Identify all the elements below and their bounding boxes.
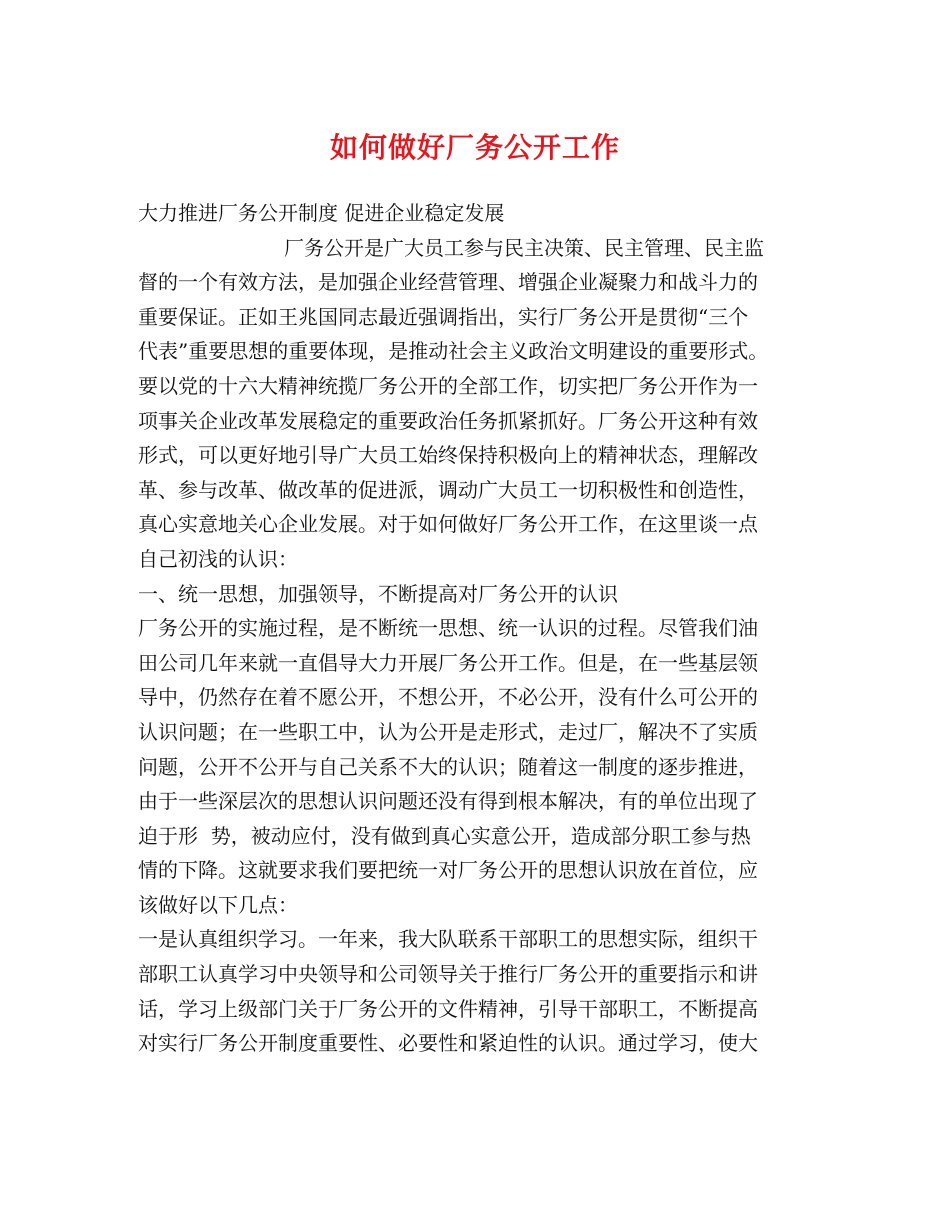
paragraph-line: 认识问题；在一些职工中，认为公开是走形式，走过厂，解决不了实质 <box>138 719 758 744</box>
paragraph-line: 对实行厂务公开制度重要性、必要性和紧迫性的认识。通过学习，使大 <box>138 1031 758 1056</box>
paragraph-line: 情的下降。这就要求我们要把统一对厂务公开的思想认识放在首位，应 <box>138 858 758 883</box>
paragraph-line: 话，学习上级部门关于厂务公开的文件精神，引导干部职工，不断提高 <box>138 996 758 1021</box>
paragraph-line: 自己初浅的认识： <box>138 546 298 571</box>
paragraph-line: 革、参与改革、做改革的促进派，调动广大员工一切积极性和创造性， <box>138 477 758 502</box>
paragraph-line: 一是认真组织学习。一年来，我大队联系干部职工的思想实际，组织干 <box>138 927 758 952</box>
paragraph-line: 代表”重要思想的重要体现，是推动社会主义政治文明建设的重要形式。 <box>138 339 769 364</box>
document-title: 如何做好厂务公开工作 <box>329 131 620 164</box>
paragraph-line: 由于一些深层次的思想认识问题还没有得到根本解决，有的单位出现了 <box>138 789 758 814</box>
paragraph-line: 形式，可以更好地引导广大员工始终保持积极向上的精神状态，理解改 <box>138 443 758 468</box>
paragraph-line: 迫于形 势，被动应付，没有做到真心实意公开，造成部分职工参与热 <box>138 823 751 848</box>
paragraph-line: 厂务公开是广大员工参与民主决策、民主管理、民主监 <box>284 235 764 260</box>
document-body <box>138 196 818 1061</box>
paragraph-line: 导中，仍然存在着不愿公开，不想公开，不必公开，没有什么可公开的 <box>138 685 758 710</box>
paragraph-line: 真心实意地关心企业发展。对于如何做好厂务公开工作，在这里谈一点 <box>138 512 758 537</box>
section-heading: 一、统一思想，加强领导，不断提高对厂务公开的认识 <box>138 581 618 606</box>
paragraph-line: 部职工认真学习中央领导和公司领导关于推行厂务公开的重要指示和讲 <box>138 962 758 987</box>
paragraph-line: 田公司几年来就一直倡导大力开展厂务公开工作。但是，在一些基层领 <box>138 650 758 675</box>
paragraph-line: 督的一个有效方法，是加强企业经营管理、增强企业凝聚力和战斗力的 <box>138 270 758 295</box>
paragraph-line: 项事关企业改革发展稳定的重要政治任务抓紧抓好。厂务公开这种有效 <box>138 408 758 433</box>
paragraph-line: 问题，公开不公开与自己关系不大的认识；随着这一制度的逐步推进， <box>138 754 758 779</box>
paragraph-line: 要以党的十六大精神统揽厂务公开的全部工作，切实把厂务公开作为一 <box>138 373 758 398</box>
subtitle-line: 大力推进厂务公开制度 促进企业稳定发展 <box>138 201 505 225</box>
paragraph-line: 重要保证。正如王兆国同志最近强调指出，实行厂务公开是贯彻“三个 <box>138 304 749 329</box>
paragraph-line: 该做好以下几点： <box>138 892 298 917</box>
paragraph-line: 厂务公开的实施过程，是不断统一思想、统一认识的过程。尽管我们油 <box>138 616 758 641</box>
